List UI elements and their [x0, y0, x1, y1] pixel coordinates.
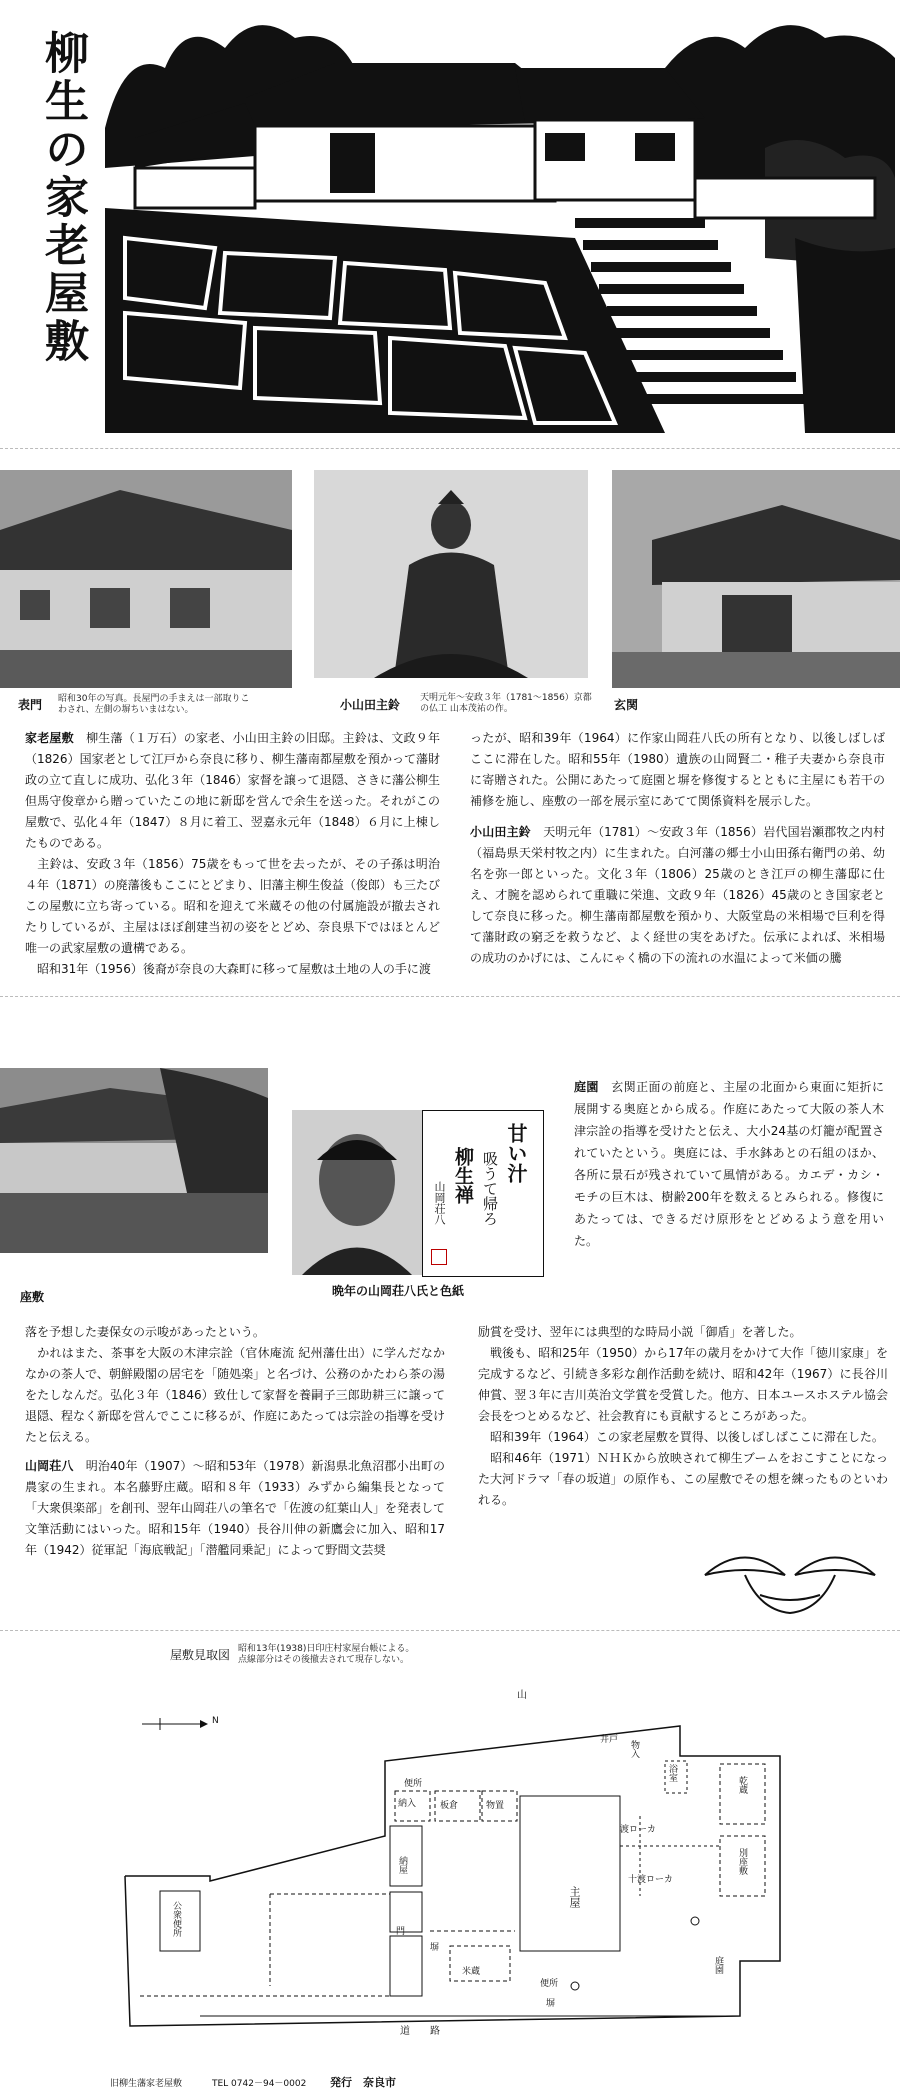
seal-icon — [431, 1249, 447, 1265]
garden-right-column — [478, 1322, 888, 1511]
paragraph: ったが、昭和39年（1964）に作家山岡荘八氏の所有となり、以後しばしばここに滞在した。昭和55年（1980）遺族の山岡賢二・稚子夫妻から奈良市に寄贈された。公開にあたって庭園と塀を修復するとともに主屋にも若干の補修を施し、座敷の一部を展示室にあてて関係資料を展示した。 — [470, 731, 885, 808]
room-toilet-2: 便所 — [540, 1979, 559, 1989]
room-komegura: 米蔵 — [462, 1967, 481, 1977]
history-left-column — [25, 728, 440, 980]
road-label: 道 路 — [400, 2026, 440, 2037]
caption-zashiki: 座敷 — [20, 1290, 45, 1304]
garden-text: 庭園 玄関正面の前庭と、主屋の北面から東面に矩折に展開する奥庭とから成る。作庭にあたって大阪の茶人木津宗詮の指導を受けたと伝え、大小24基の灯籠が配置されていたという。奥庭には、手水鉢あとの石組のほか、各所に景石が残されていて風情がある。カエデ・カシ・モチの巨木は、樹齢200年を数えるとみられる。修復にあたっては、できるだけ原形をとどめるよう意を用いた。 — [574, 1080, 884, 1248]
paragraph: 落を予想した妻保女の示唆があったという。 — [25, 1325, 265, 1339]
room-monoire: 物入 — [629, 1740, 639, 1758]
paragraph-oyamada: 小山田主鈴 天明元年（1781）～安政３年（1856）岩代国岩瀬郡牧之内村（福島県天栄村牧之内）に生まれた。白河藩の郷士小山田孫右衛門の弟、幼名を弥一郎といった。文化３年（1806）25歳のとき江戸の柳生藩邸に仕え、才腕を認められて重職に栄進、文政９年（1826）45歳のとき国家老として奈良に移った。柳生藩南都屋敷を預かり、大阪堂島の米相場で巨利を得て藩財政の窮乏を救うなど、よく経世の実をあげた。伝承によれば、米相場の成功のかげには、こんにゃく橋の下の流れの水温によって米価の騰 — [470, 825, 885, 965]
room-wall-1: 塀 — [430, 1943, 440, 1953]
caption-statue: 小山田主鈴 — [340, 698, 401, 712]
history-section — [0, 456, 900, 976]
room-toilet-1: 便所 — [404, 1779, 423, 1789]
page-title: 柳生の家老屋敷 — [37, 30, 88, 366]
room-inui-gura: 乾蔵 — [737, 1776, 747, 1794]
paragraph: 昭和31年（1956）後裔が奈良の大森町に移って屋敷は土地の人の手に渡 — [37, 962, 431, 976]
site-plan-diagram — [120, 1696, 840, 2036]
plan-note: 昭和13年(1938)日印庄村家屋台帳による。 点線部分はその後撤去されて現存しない。 — [238, 1644, 415, 1665]
room-watari-roka-2: 十渡ローカ — [628, 1875, 673, 1885]
room-wall-2: 塀 — [546, 1999, 556, 2009]
room-naya-1: 納屋 — [397, 1856, 407, 1874]
room-monooki: 物置 — [486, 1801, 505, 1811]
shikishi-card — [422, 1110, 544, 1277]
shikishi-line2: 吸うて帰ろ — [481, 1151, 499, 1226]
garden-section — [0, 1000, 900, 1630]
history-right-column — [470, 728, 885, 969]
shikishi-line1: 甘い汁 — [504, 1123, 528, 1183]
caption-front-gate-note: 昭和30年の写真。長屋門の手まえは一部取りこわされ、左側の塀ちいまはない。 — [58, 694, 250, 715]
caption-entrance: 玄関 — [614, 698, 639, 712]
garden-left-column — [25, 1322, 445, 1561]
photo-zashiki — [0, 1068, 268, 1253]
room-public-toilet: 公衆便所 — [171, 1901, 181, 1937]
room-well: 井戸 — [600, 1735, 619, 1745]
paragraph: 励賞を受け、翌年には典型的な時局小説「御盾」を著した。 — [478, 1325, 802, 1339]
footer-publisher: 発行 奈良市 — [330, 2076, 396, 2089]
room-omoya: 主屋 — [568, 1886, 581, 1908]
paragraph-karou-yashiki: 家老屋敷 柳生藩（１万石）の家老、小山田主鈴の旧邸。主鈴は、文政９年（1826）国家老として江戸から奈良に移り、柳生藩南都屋敷を預かって藩財政の立て直しに成功、弘化３年（1846）家督を譲って退隠、さきに藩公柳生但馬守俊章から贈っていたこの地に新邸を営んで余生を送った。それがこの屋敷で、弘化４年（1847）８月に着工、翌嘉永元年（1848）６月に上棟したものである。 — [25, 731, 440, 850]
caption-yamaoka: 晩年の山岡荘八氏と色紙 — [332, 1284, 465, 1298]
room-nanyu: 納入 — [398, 1799, 417, 1809]
paragraph-yamaoka-sohachi: 山岡荘八 明治40年（1907）～昭和53年（1978）新潟県北魚沼郡小出町の農家の生まれ。本名藤野庄蔵。昭和８年（1933）みずから編集長となって「大衆倶楽部」を創刊、翌年山岡荘八の筆名で「佐渡の紅葉山人」を発表して文筆活動にはいった。昭和15年（1940）長谷川伸の新鷹会に加入、昭和17年（1942）従軍記「海底戦記」「潜艦同乗記」によって野間文芸奨 — [25, 1459, 446, 1557]
footer-tel: TEL 0742－94－0002 — [212, 2079, 307, 2089]
room-garden: 庭園 — [713, 1956, 723, 1974]
photo-entrance — [612, 470, 900, 688]
plan-title: 屋敷見取図 — [170, 1648, 231, 1662]
room-bekkozashiki: 別座敷 — [737, 1848, 747, 1875]
room-watari-roka: 渡ローカ — [620, 1825, 656, 1835]
caption-statue-note: 天明元年～安政３年（1781～1856）京都の仏工 山本茂祐の作。 — [420, 693, 592, 714]
plan-section — [0, 1636, 900, 2100]
paragraph: 昭和46年（1971）ＮＨＫから放映されて柳生ブームをおこすことになった大河ドラマ「春の坂道」の原作も、この屋敷でその想を練ったものといわれる。 — [478, 1451, 888, 1507]
caption-front-gate: 表門 — [18, 698, 43, 712]
mountain-label: 山 — [517, 1690, 527, 1701]
paragraph: 戦後も、昭和25年（1950）から17年の歳月をかけて大作「徳川家康」を完成するなど、引続き多彩な創作活動を続け、昭和42年（1967）に長谷川伸賞、翌３年に吉川英治文学賞を受賞した。他方、日本ユースホステル協会会長をつとめるなど、社会教育にも貢献するところがあった。 — [478, 1346, 888, 1423]
photo-statue — [314, 470, 588, 678]
room-gate: 門 — [396, 1927, 406, 1937]
paragraph: かれはまた、茶事を大阪の木津宗詮（官休庵流 紀州藩仕出）に学んだなかなかの茶人で、朝鮮殿閣の居宅を「随処楽」と名づけ、公務のかたわら茶の湯をたしなんだ。弘化３年（1846）致仕して家督を養嗣子三郎助耕三に譲って退隠、程なく新邸を営んでここに移るが、作庭にあたっては宗詮の指導を受けたと伝える。 — [25, 1346, 446, 1444]
shikishi-line3: 柳生禅 — [452, 1147, 474, 1204]
room-itakura: 板倉 — [440, 1801, 459, 1811]
footer-name: 旧柳生藩家老屋敷 — [110, 2079, 183, 2089]
paragraph: 主鈴は、安政３年（1856）75歳をもって世を去ったが、その子孫は明治４年（1871）の廃藩後もここにとどまり、旧藩主柳生俊益（俊郎）も三たびこの屋敷に立ち寄っている。昭和を迎えて米蔵その他の付属施設が撤去されたりしているが、主屋はほぼ創建当初の姿をとどめ、奈良県下ではほとんど唯一の武家屋敷の遺構である。 — [25, 857, 440, 955]
illustration-gate — [105, 8, 895, 433]
photo-front-gate — [0, 470, 292, 688]
north-label: N — [212, 1716, 219, 1726]
yagyu-crest-icon — [700, 1535, 880, 1620]
room-bathroom: 浴室 — [667, 1764, 677, 1782]
shikishi-signature: 山岡荘八 — [433, 1181, 446, 1225]
photo-yamaoka — [292, 1110, 422, 1275]
paragraph: 昭和39年（1964）この家老屋敷を買得、以後しばしばここに滞在した。 — [490, 1430, 884, 1444]
title-section — [0, 0, 900, 440]
